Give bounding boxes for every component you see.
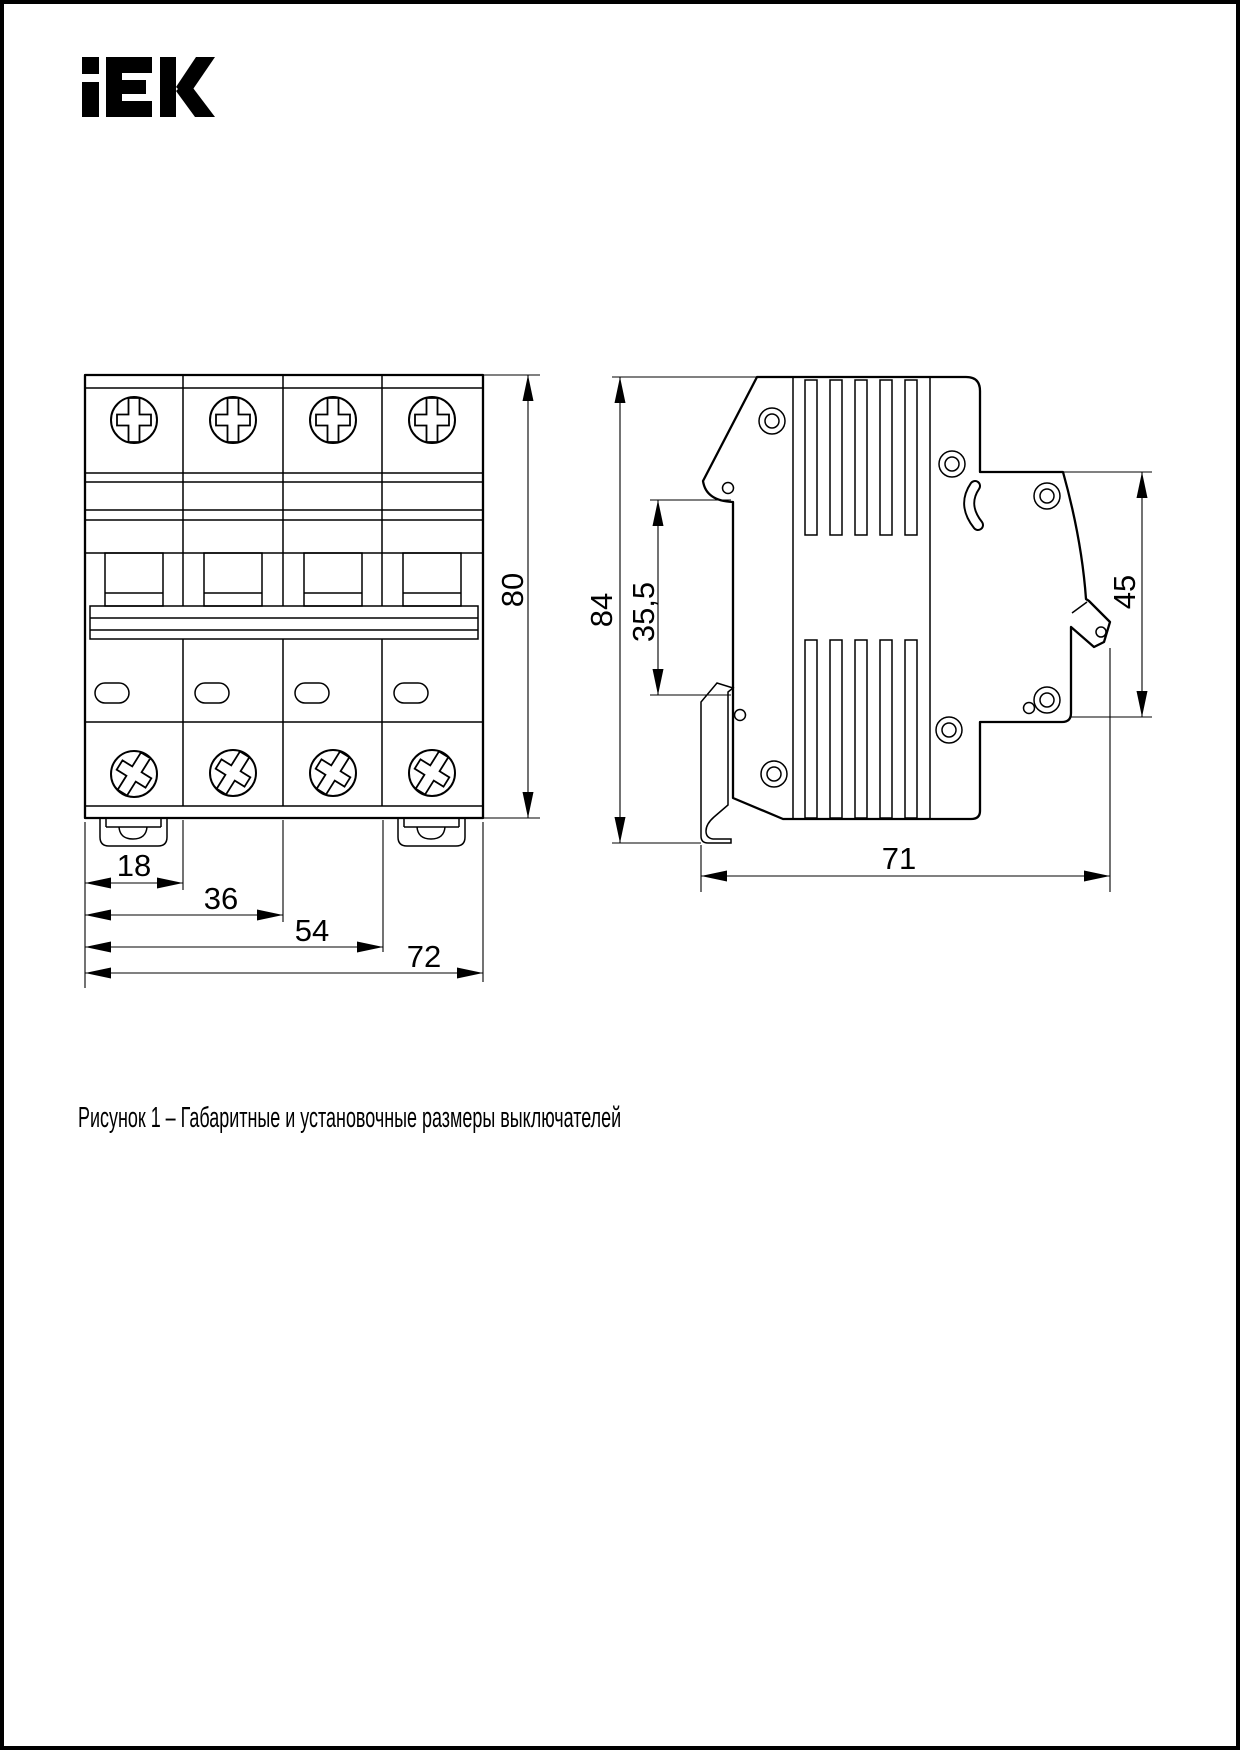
side-view-drawing — [584, 377, 1152, 892]
logo-e-mid — [122, 80, 146, 94]
dimension-depth: 71 — [881, 841, 917, 876]
iek-logo — [82, 57, 215, 117]
dimension-handle-height: 45 — [1107, 574, 1142, 610]
dimension-din-recess: 35,5 — [626, 581, 661, 643]
side-din-clip — [701, 683, 733, 843]
dimension-two-modules: 36 — [203, 881, 239, 916]
figure-caption: Рисунок 1 – Габаритные и установочные размеры выключателей — [78, 1102, 622, 1134]
logo-i-stem — [82, 82, 99, 117]
dimension-side-height: 84 — [584, 592, 619, 628]
front-view-drawing — [85, 375, 540, 988]
dimension-front-height: 80 — [495, 572, 530, 608]
logo-e-bottom — [106, 101, 152, 117]
logo-e-top — [106, 57, 152, 73]
logo-k-stem — [160, 57, 176, 117]
dimension-module-width: 18 — [116, 848, 152, 883]
logo-i-dot — [82, 57, 99, 74]
dimension-three-modules: 54 — [294, 913, 330, 948]
dimension-total-width: 72 — [406, 939, 442, 974]
